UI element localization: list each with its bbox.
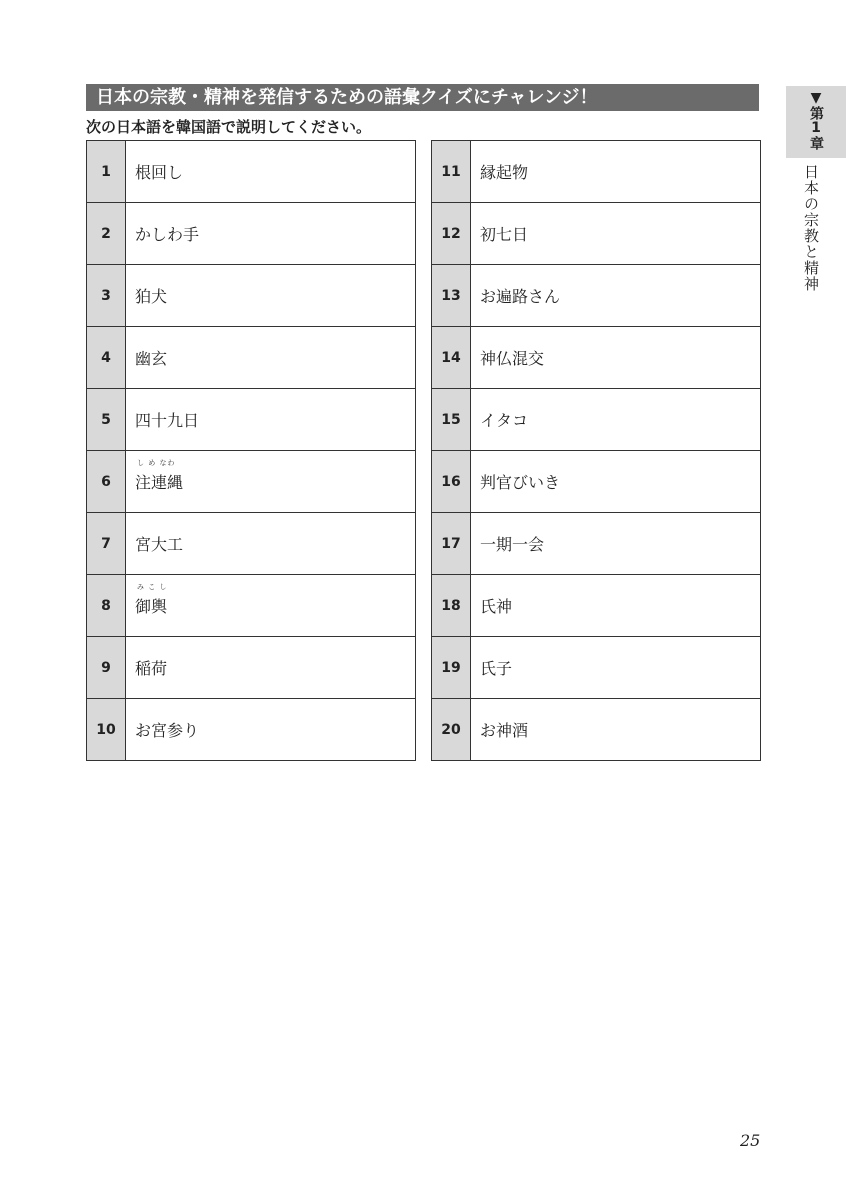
table-row	[87, 202, 415, 264]
item-term: お神酒	[480, 721, 529, 740]
item-number: 4	[87, 327, 126, 388]
table-row	[432, 141, 760, 202]
table-row	[87, 388, 415, 450]
item-term: イタコ	[480, 411, 529, 430]
item-number: 1	[87, 141, 126, 202]
item-number: 20	[432, 699, 471, 760]
item-term: 根回し	[135, 163, 184, 182]
item-number: 3	[87, 265, 126, 326]
table-row	[432, 512, 760, 574]
item-number: 19	[432, 637, 471, 698]
chapter-marker-icon: ▼	[808, 90, 824, 106]
item-term: お宮参り	[135, 721, 200, 740]
chapter-tab	[786, 86, 846, 158]
furigana: し め なわ	[137, 459, 176, 467]
item-number: 18	[432, 575, 471, 636]
vocab-table-right	[431, 140, 761, 761]
section-title: 日本の宗教・精神を発信するための語彙クイズにチャレンジ！	[86, 84, 759, 111]
item-number: 17	[432, 513, 471, 574]
table-row	[432, 264, 760, 326]
item-term: 宮大工	[135, 535, 184, 554]
item-number: 15	[432, 389, 471, 450]
item-term: 判官びいき	[480, 473, 561, 492]
item-number: 14	[432, 327, 471, 388]
item-term: 氏神	[480, 597, 513, 616]
item-number: 9	[87, 637, 126, 698]
item-number: 8	[87, 575, 126, 636]
item-number: 7	[87, 513, 126, 574]
item-number: 10	[87, 699, 126, 760]
item-term: 四十九日	[135, 411, 200, 430]
table-row	[87, 326, 415, 388]
item-number: 12	[432, 203, 471, 264]
instruction-text: 次の日本語を韓国語で説明してください。	[86, 118, 372, 136]
item-term: かしわ手	[135, 225, 200, 244]
item-number: 5	[87, 389, 126, 450]
item-term: 幽玄	[135, 349, 168, 368]
table-row	[87, 636, 415, 698]
item-term: 稲荷	[135, 659, 168, 678]
table-row	[87, 512, 415, 574]
item-number: 2	[87, 203, 126, 264]
table-row	[432, 636, 760, 698]
table-row	[87, 141, 415, 202]
item-term: 初七日	[480, 225, 529, 244]
item-term: 注連縄	[135, 473, 184, 492]
table-row	[432, 450, 760, 512]
table-row	[432, 326, 760, 388]
furigana: み こ し	[137, 583, 168, 591]
item-term: 狛犬	[135, 287, 168, 306]
item-term: 神仏混交	[480, 349, 545, 368]
item-number: 13	[432, 265, 471, 326]
page-number: 25	[740, 1131, 761, 1150]
chapter-title: 日本の宗教と精神	[802, 164, 820, 292]
item-number: 6	[87, 451, 126, 512]
table-row	[432, 698, 760, 760]
item-term: お遍路さん	[480, 287, 561, 306]
item-term: 氏子	[480, 659, 513, 678]
table-row	[432, 574, 760, 636]
item-number: 11	[432, 141, 471, 202]
item-number: 16	[432, 451, 471, 512]
table-row	[87, 450, 415, 512]
table-row	[87, 698, 415, 760]
table-row	[87, 574, 415, 636]
item-term: 御輿	[135, 597, 168, 616]
table-row	[432, 388, 760, 450]
item-term: 縁起物	[480, 163, 529, 182]
vocab-table-left	[86, 140, 416, 761]
table-row	[432, 202, 760, 264]
chapter-tab-label: 第1章	[808, 106, 824, 150]
item-term: 一期一会	[480, 535, 545, 554]
table-row	[87, 264, 415, 326]
